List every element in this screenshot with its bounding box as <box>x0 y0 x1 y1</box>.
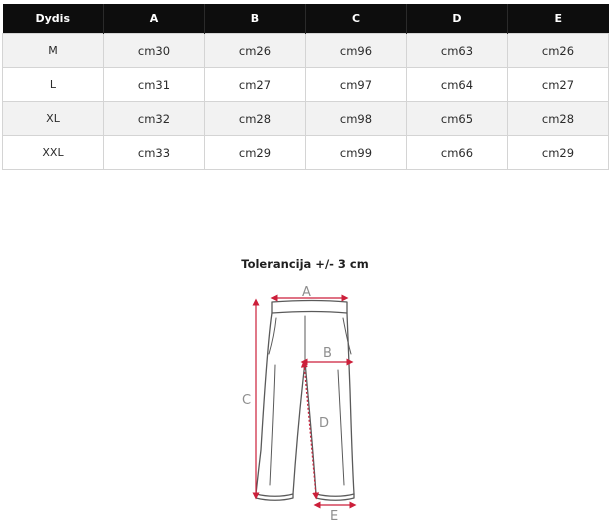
dimension-b-label: B <box>323 346 332 361</box>
header-d: D <box>407 4 508 34</box>
dimension-a-label: A <box>302 285 311 300</box>
dimension-e-label: E <box>330 509 339 524</box>
header-b: B <box>205 4 306 34</box>
header-a: A <box>104 4 205 34</box>
size-table <box>2 4 609 170</box>
pants-details <box>269 316 351 485</box>
table-cell: cm98 <box>306 102 407 136</box>
dimension-d-arrow <box>304 364 316 496</box>
table-cell: cm30 <box>104 34 205 68</box>
table-cell: cm28 <box>205 102 306 136</box>
header-e: E <box>508 4 609 34</box>
table-cell: cm64 <box>407 68 508 102</box>
table-cell: cm97 <box>306 68 407 102</box>
size-cell: L <box>3 68 104 102</box>
table-cell: cm65 <box>407 102 508 136</box>
table-cell: cm63 <box>407 34 508 68</box>
table-cell: cm29 <box>508 136 609 170</box>
table-cell: cm66 <box>407 136 508 170</box>
table-cell: cm26 <box>205 34 306 68</box>
pants-measurement-diagram <box>230 280 380 526</box>
header-size: Dydis <box>3 4 104 34</box>
table-cell: cm99 <box>306 136 407 170</box>
size-cell: XL <box>3 102 104 136</box>
table-row <box>3 136 609 170</box>
pants-diagram-svg <box>230 280 380 526</box>
size-cell: XXL <box>3 136 104 170</box>
table-cell: cm32 <box>104 102 205 136</box>
table-row <box>3 68 609 102</box>
header-c: C <box>306 4 407 34</box>
waistband-outline <box>272 301 347 314</box>
table-cell: cm27 <box>508 68 609 102</box>
left-crease-line <box>270 365 275 485</box>
table-cell: cm31 <box>104 68 205 102</box>
tolerance-note: Tolerancija +/- 3 cm <box>241 257 369 271</box>
table-cell: cm26 <box>508 34 609 68</box>
table-cell: cm33 <box>104 136 205 170</box>
table-row <box>3 102 609 136</box>
table-cell: cm27 <box>205 68 306 102</box>
size-cell: M <box>3 34 104 68</box>
table-cell: cm28 <box>508 102 609 136</box>
dimension-c-label: C <box>242 393 252 408</box>
table-row <box>3 34 609 68</box>
table-cell: cm29 <box>205 136 306 170</box>
table-cell: cm96 <box>306 34 407 68</box>
right-crease-line <box>338 370 344 485</box>
dimension-d-label: D <box>319 416 330 431</box>
table-header-row <box>3 4 609 34</box>
